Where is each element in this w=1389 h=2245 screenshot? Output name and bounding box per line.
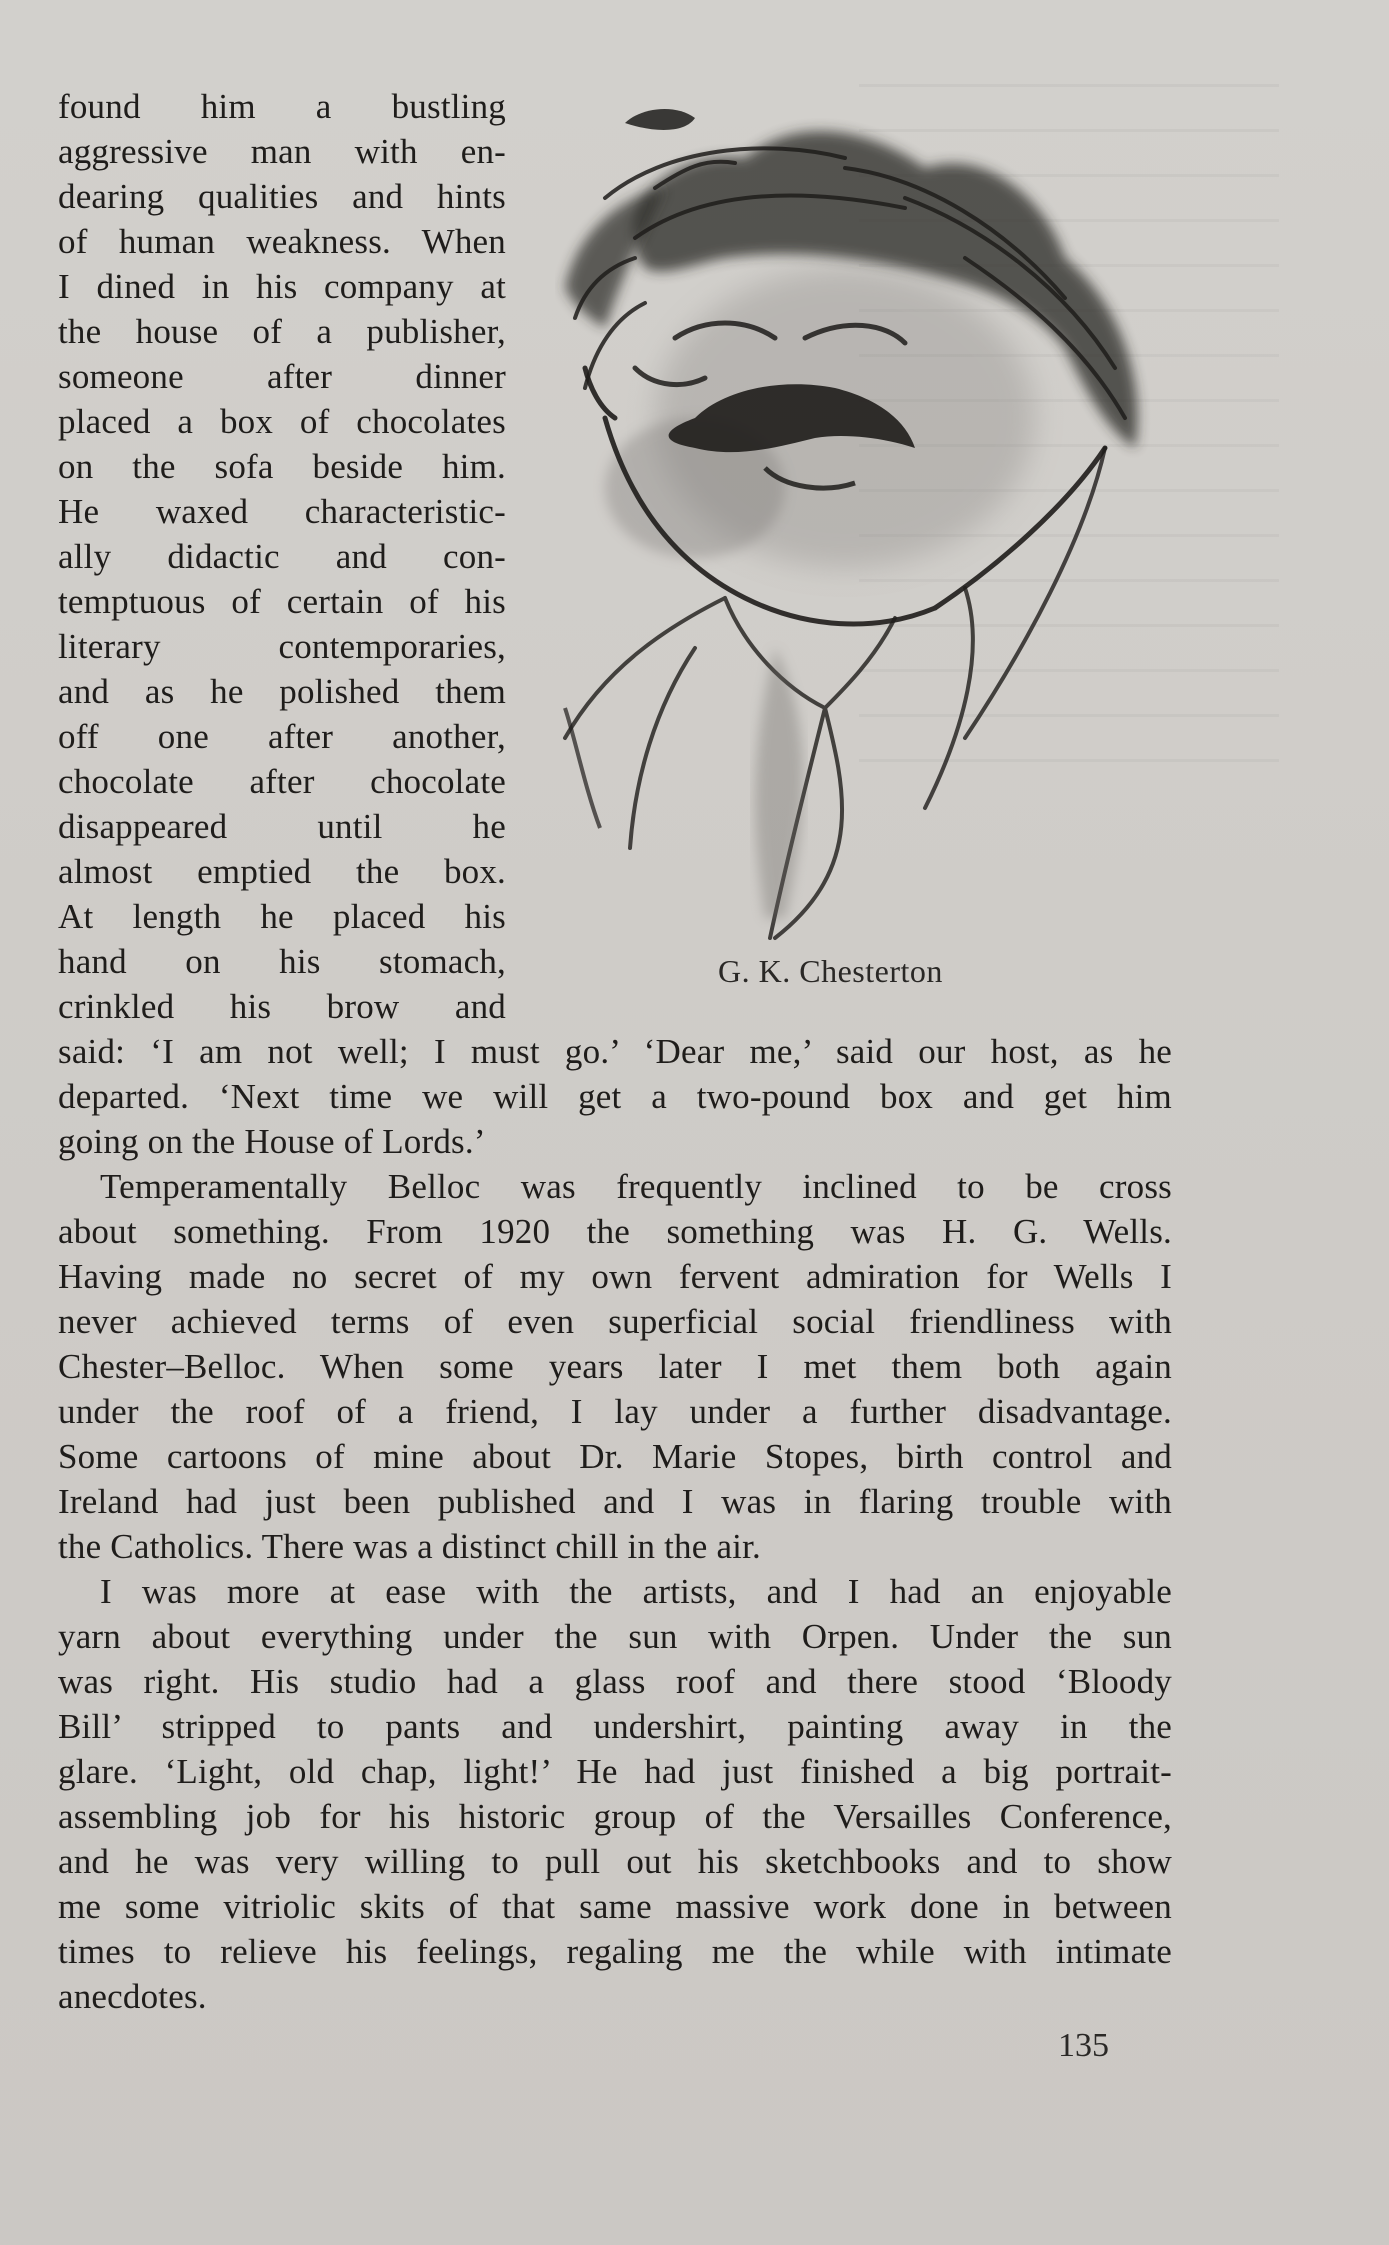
text-line: I was more at ease with the artists, and I had an enjoyable	[100, 1572, 1172, 1611]
text-line: Some cartoons of mine about Dr. Marie Stopes, birth control and	[58, 1437, 1172, 1476]
text-line: departed. ‘Next time we will get a two-pound box and get him	[58, 1077, 1172, 1116]
text-line: placed a box of chocolates	[58, 402, 506, 441]
text-line: At length he placed his	[58, 897, 506, 936]
text-line: Chester–Belloc. When some years later I met them both again	[58, 1347, 1172, 1386]
text-line: times to relieve his feelings, regaling me the while with intimate	[58, 1932, 1172, 1971]
text-line: about something. From 1920 the something was H. G. Wells.	[58, 1212, 1172, 1251]
text-line: Temperamentally Belloc was frequently inclined to be cross	[100, 1167, 1172, 1206]
text-line: assembling job for his historic group of the Versailles Conference,	[58, 1797, 1172, 1836]
text-line: crinkled his brow and	[58, 987, 506, 1026]
chesterton-caricature	[545, 88, 1195, 953]
text-line: the house of a publisher,	[58, 312, 506, 351]
text-line: anecdotes.	[58, 1977, 207, 2016]
text-line: someone after dinner	[58, 357, 506, 396]
text-line: the Catholics. There was a distinct chill in the air.	[58, 1527, 761, 1566]
text-line: was right. His studio had a glass roof and there stood ‘Bloody	[58, 1662, 1172, 1701]
text-line: hand on his stomach,	[58, 942, 506, 981]
text-line: Bill’ stripped to pants and undershirt, painting away in the	[58, 1707, 1172, 1746]
text-line: ally didactic and con-	[58, 537, 506, 576]
text-line: off one after another,	[58, 717, 506, 756]
text-line: never achieved terms of even superficial social friendliness with	[58, 1302, 1172, 1341]
narrow-text-column	[58, 84, 506, 1029]
text-line: aggressive man with en-	[58, 132, 506, 171]
text-line: yarn about everything under the sun with Orpen. Under the sun	[58, 1617, 1172, 1656]
text-line: and as he polished them	[58, 672, 506, 711]
text-line: Having made no secret of my own fervent admiration for Wells I	[58, 1257, 1172, 1296]
text-line: I dined in his company at	[58, 267, 506, 306]
text-line: He waxed characteristic-	[58, 492, 506, 531]
text-line: almost emptied the box.	[58, 852, 506, 891]
text-line: Ireland had just been published and I was in flaring trouble with	[58, 1482, 1172, 1521]
text-line: me some vitriolic skits of that same massive work done in between	[58, 1887, 1172, 1926]
text-line: glare. ‘Light, old chap, light!’ He had just finished a big portrait-	[58, 1752, 1172, 1791]
text-line: said: ‘I am not well; I must go.’ ‘Dear me,’ said our host, as he	[58, 1032, 1172, 1071]
page-number: 135	[1058, 2027, 1109, 2064]
illustration-caption: G. K. Chesterton	[718, 953, 943, 989]
text-line: temptuous of certain of his	[58, 582, 506, 621]
text-line: disappeared until he	[58, 807, 506, 846]
text-line: dearing qualities and hints	[58, 177, 506, 216]
text-line: chocolate after chocolate	[58, 762, 506, 801]
text-line: found him a bustling	[58, 87, 506, 126]
text-line: of human weakness. When	[58, 222, 506, 261]
text-line: under the roof of a friend, I lay under a further disadvantage.	[58, 1392, 1172, 1431]
text-line: literary contemporaries,	[58, 627, 506, 666]
text-line: and he was very willing to pull out his sketchbooks and to show	[58, 1842, 1172, 1881]
wide-text-column	[58, 1029, 1172, 2019]
text-line: going on the House of Lords.’	[58, 1122, 486, 1161]
text-line: on the sofa beside him.	[58, 447, 506, 486]
